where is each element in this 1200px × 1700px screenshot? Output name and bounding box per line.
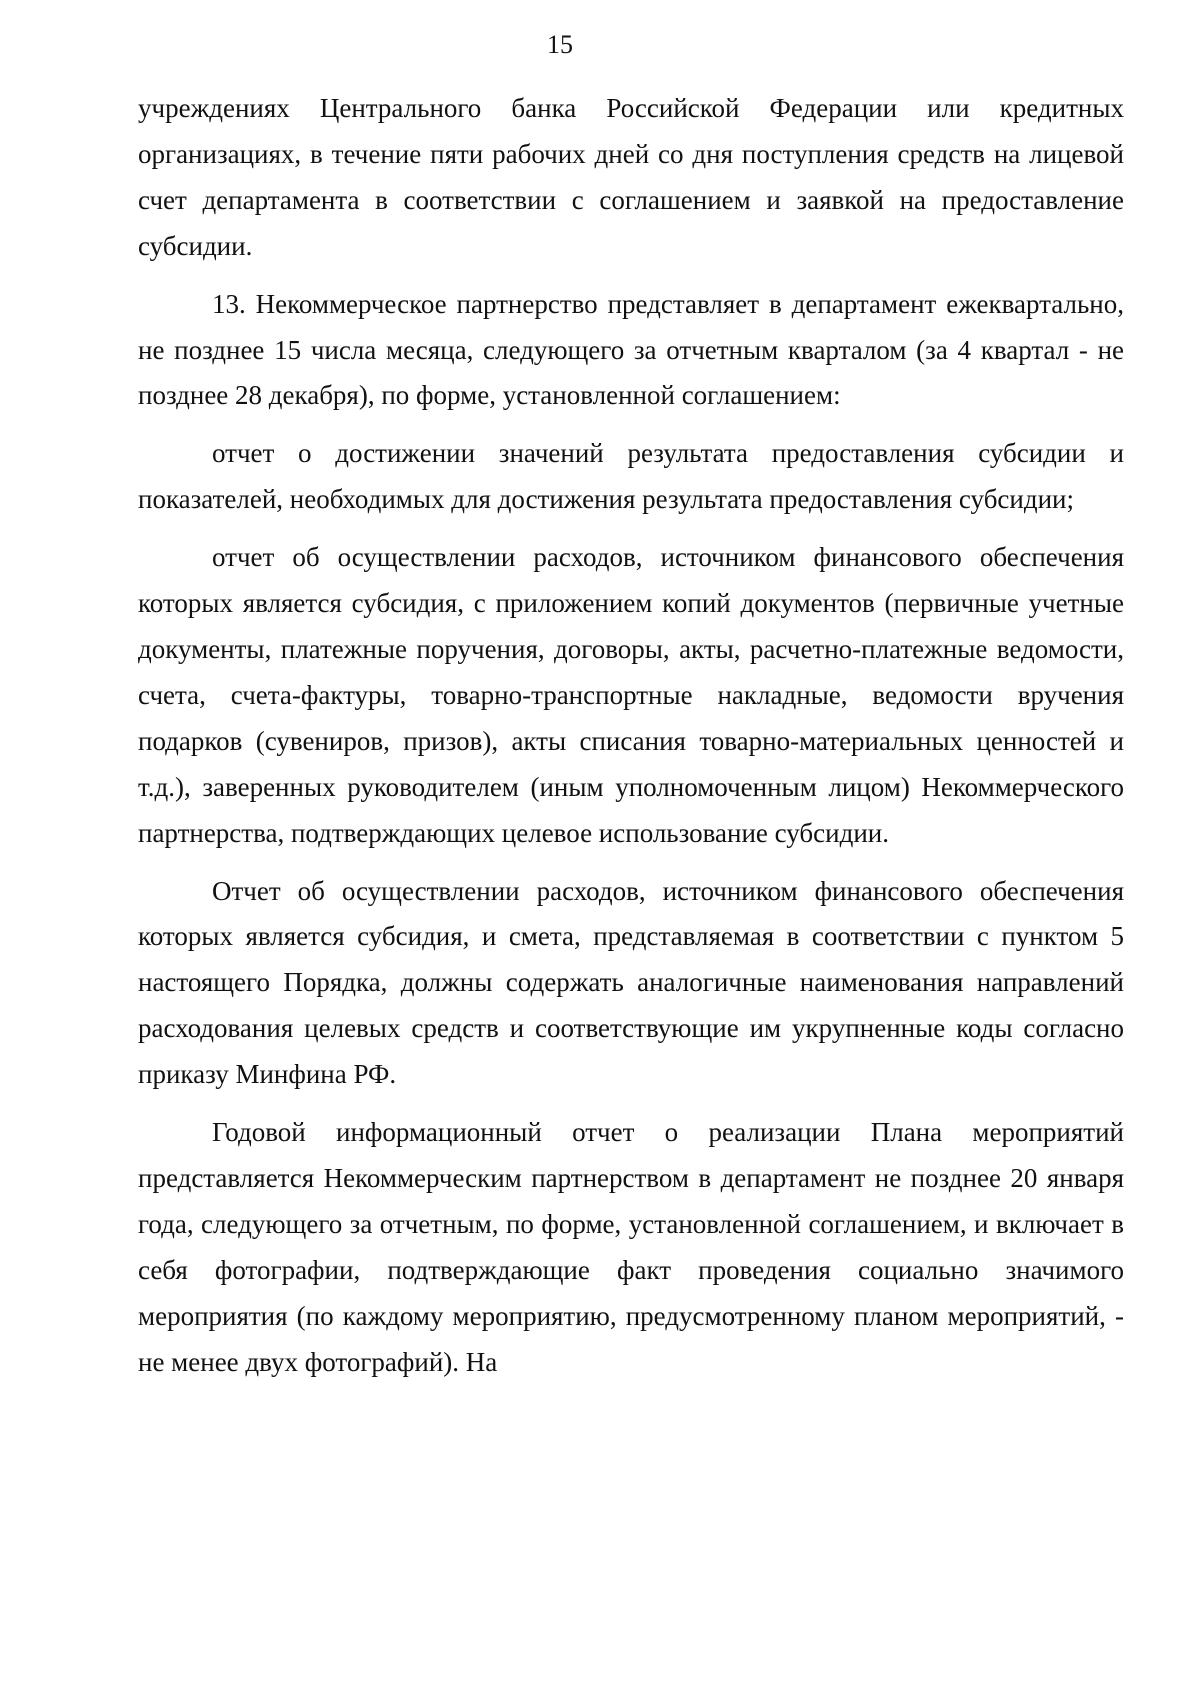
paragraph-report-expenses: отчет об осуществлении расходов, источником финансового обеспечения которых является субсидия, с приложением копий документов (первичные учетные документы, платежные поручения, договоры, акты, расчетно-платежные ведомости, счета, счета-фактуры, товарно-транспортные накладные, ведомости вручения подарков (сувениров, призов), акты списания товарно-материальных ценностей и т.д.), заверенных руководителем (иным уполномоченным лицом) Некоммерческого партнерства, подтверждающих целевое использование субсидии. <box>138 542 1124 848</box>
paragraph-report-results: отчет о достижении значений результата предоставления субсидии и показателей, необходимых для достижения результата предоставления субсидии; <box>138 438 1124 515</box>
document-body <box>138 86 1124 1385</box>
paragraph-annual-report: Годовой информационный отчет о реализации Плана мероприятий представляется Некоммерческим партнерством в департамент не позднее 20 января года, следующего за отчетным, по форме, установленной соглашением, и включает в себя фотографии, подтверждающие факт проведения социально значимого мероприятия (по каждому мероприятию, предусмотренному планом мероприятий, - не менее двух фотографий). На <box>138 1117 1124 1377</box>
paragraph-continuation: учреждениях Центрального банка Российской Федерации или кредитных организациях, в течение пяти рабочих дней со дня поступления средств на лицевой счет департамента в соответствии с соглашением и заявкой на предоставление субсидии. <box>138 93 1124 261</box>
page-number: 15 <box>547 30 573 59</box>
paragraph-item-13: 13. Некоммерческое партнерство представляет в департамент ежеквартально, не позднее 15 числа месяца, следующего за отчетным кварталом (за 4 квартал - не позднее 28 декабря), по форме, установленной соглашением: <box>138 288 1124 411</box>
paragraph-expense-report-estimate: Отчет об осуществлении расходов, источником финансового обеспечения которых является субсидия, и смета, представляемая в соответствии с пунктом 5 настоящего Порядка, должны содержать аналогичные наименования направлений расходования целевых средств и соответствующие им укрупненные коды согласно приказу Минфина РФ. <box>138 875 1124 1090</box>
